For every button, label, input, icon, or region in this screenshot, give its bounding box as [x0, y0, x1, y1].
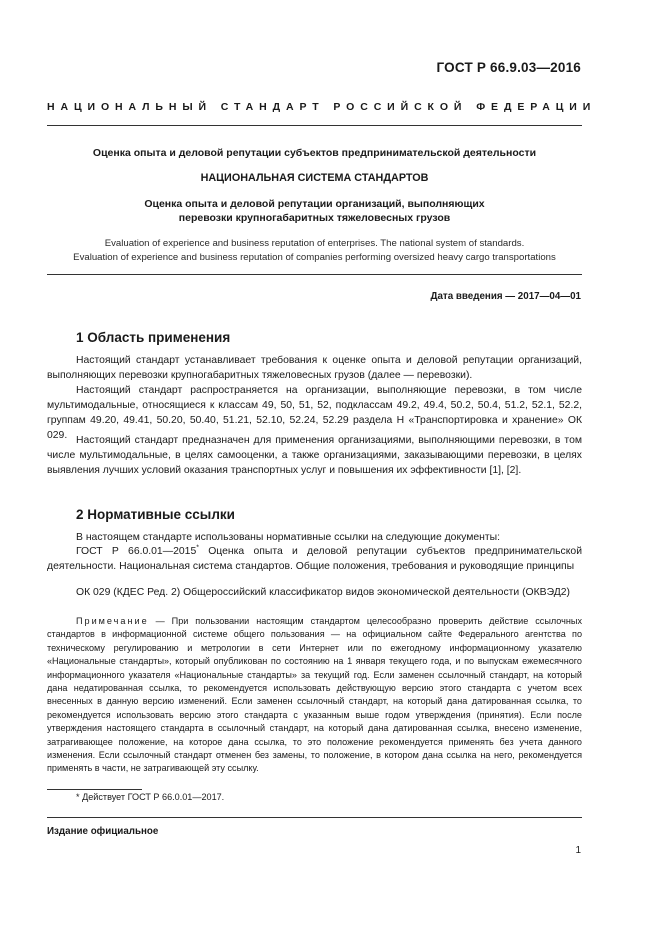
english-title	[47, 237, 582, 265]
section-1-paragraph-2: Настоящий стандарт распространяется на организации, выполняющие перевозки, в том числе мультимодальные, относящиеся к классам 49, 50, 51, 52, подклассам 49.2, 49.4, 50.2, 50.4, 51.2, 52.1, 52.2, группам 49.20, 49.41, 50.20, 50.40, 51.21, 52.10, 52.24, 52.29 раздела Н «Транспортировка и хранение» ОК 029.	[47, 385, 582, 441]
footer-divider	[47, 817, 582, 818]
english-title-line-2: Evaluation of experience and business reputation of companies performing oversized heavy cargo transportations	[73, 252, 556, 263]
main-title-line-2: перевозки крупногабаритных тяжеловесных грузов	[178, 212, 451, 224]
main-title	[47, 197, 582, 225]
footnote-marker: *	[196, 544, 199, 552]
normative-reference-2: ОК 029 (КДЕС Ред. 2) Общероссийский классификатор видов экономической деятельности (ОКВЭД2)	[76, 587, 571, 598]
divider-bottom	[47, 274, 582, 275]
page-number: 1	[575, 845, 581, 856]
section-1-paragraph-3: Настоящий стандарт предназначен для применения организациями, выполняющими перевозки, в том числе мультимодальные, в целях самооценки, а также организациями, заказывающими перевозки, в целях выявления лучших условий оказания транспортных услуг и повышения их эффективности [1], [2].	[47, 435, 582, 476]
footnote-divider	[47, 789, 142, 790]
national-standard-banner: НАЦИОНАЛЬНЫЙ СТАНДАРТ РОССИЙСКОЙ ФЕДЕРАЦИИ	[47, 101, 597, 113]
section-1-title: 1 Область применения	[76, 330, 231, 345]
reference-1-code: ГОСТ Р 66.0.01—2015	[76, 546, 197, 557]
system-title: НАЦИОНАЛЬНАЯ СИСТЕМА СТАНДАРТОВ	[200, 172, 429, 184]
introduction-date: Дата введения — 2017—04—01	[430, 291, 581, 302]
reference-1-text: Оценка опыта и деловой репутации субъектов предпринимательской деятельности. Национальная система стандартов. Общие положения, требования и руководящие принципы	[47, 546, 583, 572]
footnote: * Действует ГОСТ Р 66.0.01—2017.	[76, 792, 225, 802]
section-2-paragraph-1: В настоящем стандарте использованы нормативные ссылки на следующие документы:	[76, 532, 500, 543]
english-title-line-1: Evaluation of experience and business reputation of enterprises. The national system of standards.	[104, 238, 525, 249]
main-title-line-1: Оценка опыта и деловой репутации организаций, выполняющих	[144, 198, 485, 210]
note-label: Примечание	[76, 616, 149, 626]
edition-label: Издание официальное	[47, 826, 159, 837]
normative-reference-1	[47, 544, 582, 574]
section-1-paragraph-1: Настоящий стандарт устанавливает требования к оценке опыта и деловой репутации организаций, выполняющих перевозки крупногабаритных тяжеловесных грузов (далее — перевозки).	[47, 355, 582, 381]
series-title: Оценка опыта и деловой репутации субъектов предпринимательской деятельности	[92, 147, 537, 159]
note-block	[47, 615, 582, 776]
standard-code: ГОСТ Р 66.9.03—2016	[436, 60, 581, 75]
divider-top	[47, 125, 582, 126]
note-text: — При пользовании настоящим стандартом целесообразно проверить действие ссылочных стандартов в информационной системе общего пользования — на официальном сайте Федерального агентства по техническому регулированию и метрологии в сети Интернет или по ежегодному информационному указателю «Национальные стандарты», который опубликован по состоянию на 1 января текущего года, и по выпускам ежемесячного информационного указателя «Национальные стандарты» за текущий год. Если заменен ссылочный стандарт, на который дана недатированная ссылка, то рекомендуется использовать действующую версию этого стандарта с учетом всех внесенных в данную версию изменений. Если заменен ссылочный стандарт, на который дана датированная ссылка, то рекомендуется использовать версию этого стандарта с указанным выше годом утверждения (принятия). Если после утверждения настоящего стандарта в ссылочный стандарт, на который дана датированная ссылка, внесено изменение, затрагивающее положение, на которое дана ссылка, то это положение рекомендуется применять без учета данного изменения. Если ссылочный стандарт отменен без замены, то положение, в котором дана ссылка на него, рекомендуется применять в части, не затрагивающей эту ссылку.	[47, 616, 582, 774]
section-2-title: 2 Нормативные ссылки	[76, 507, 235, 522]
